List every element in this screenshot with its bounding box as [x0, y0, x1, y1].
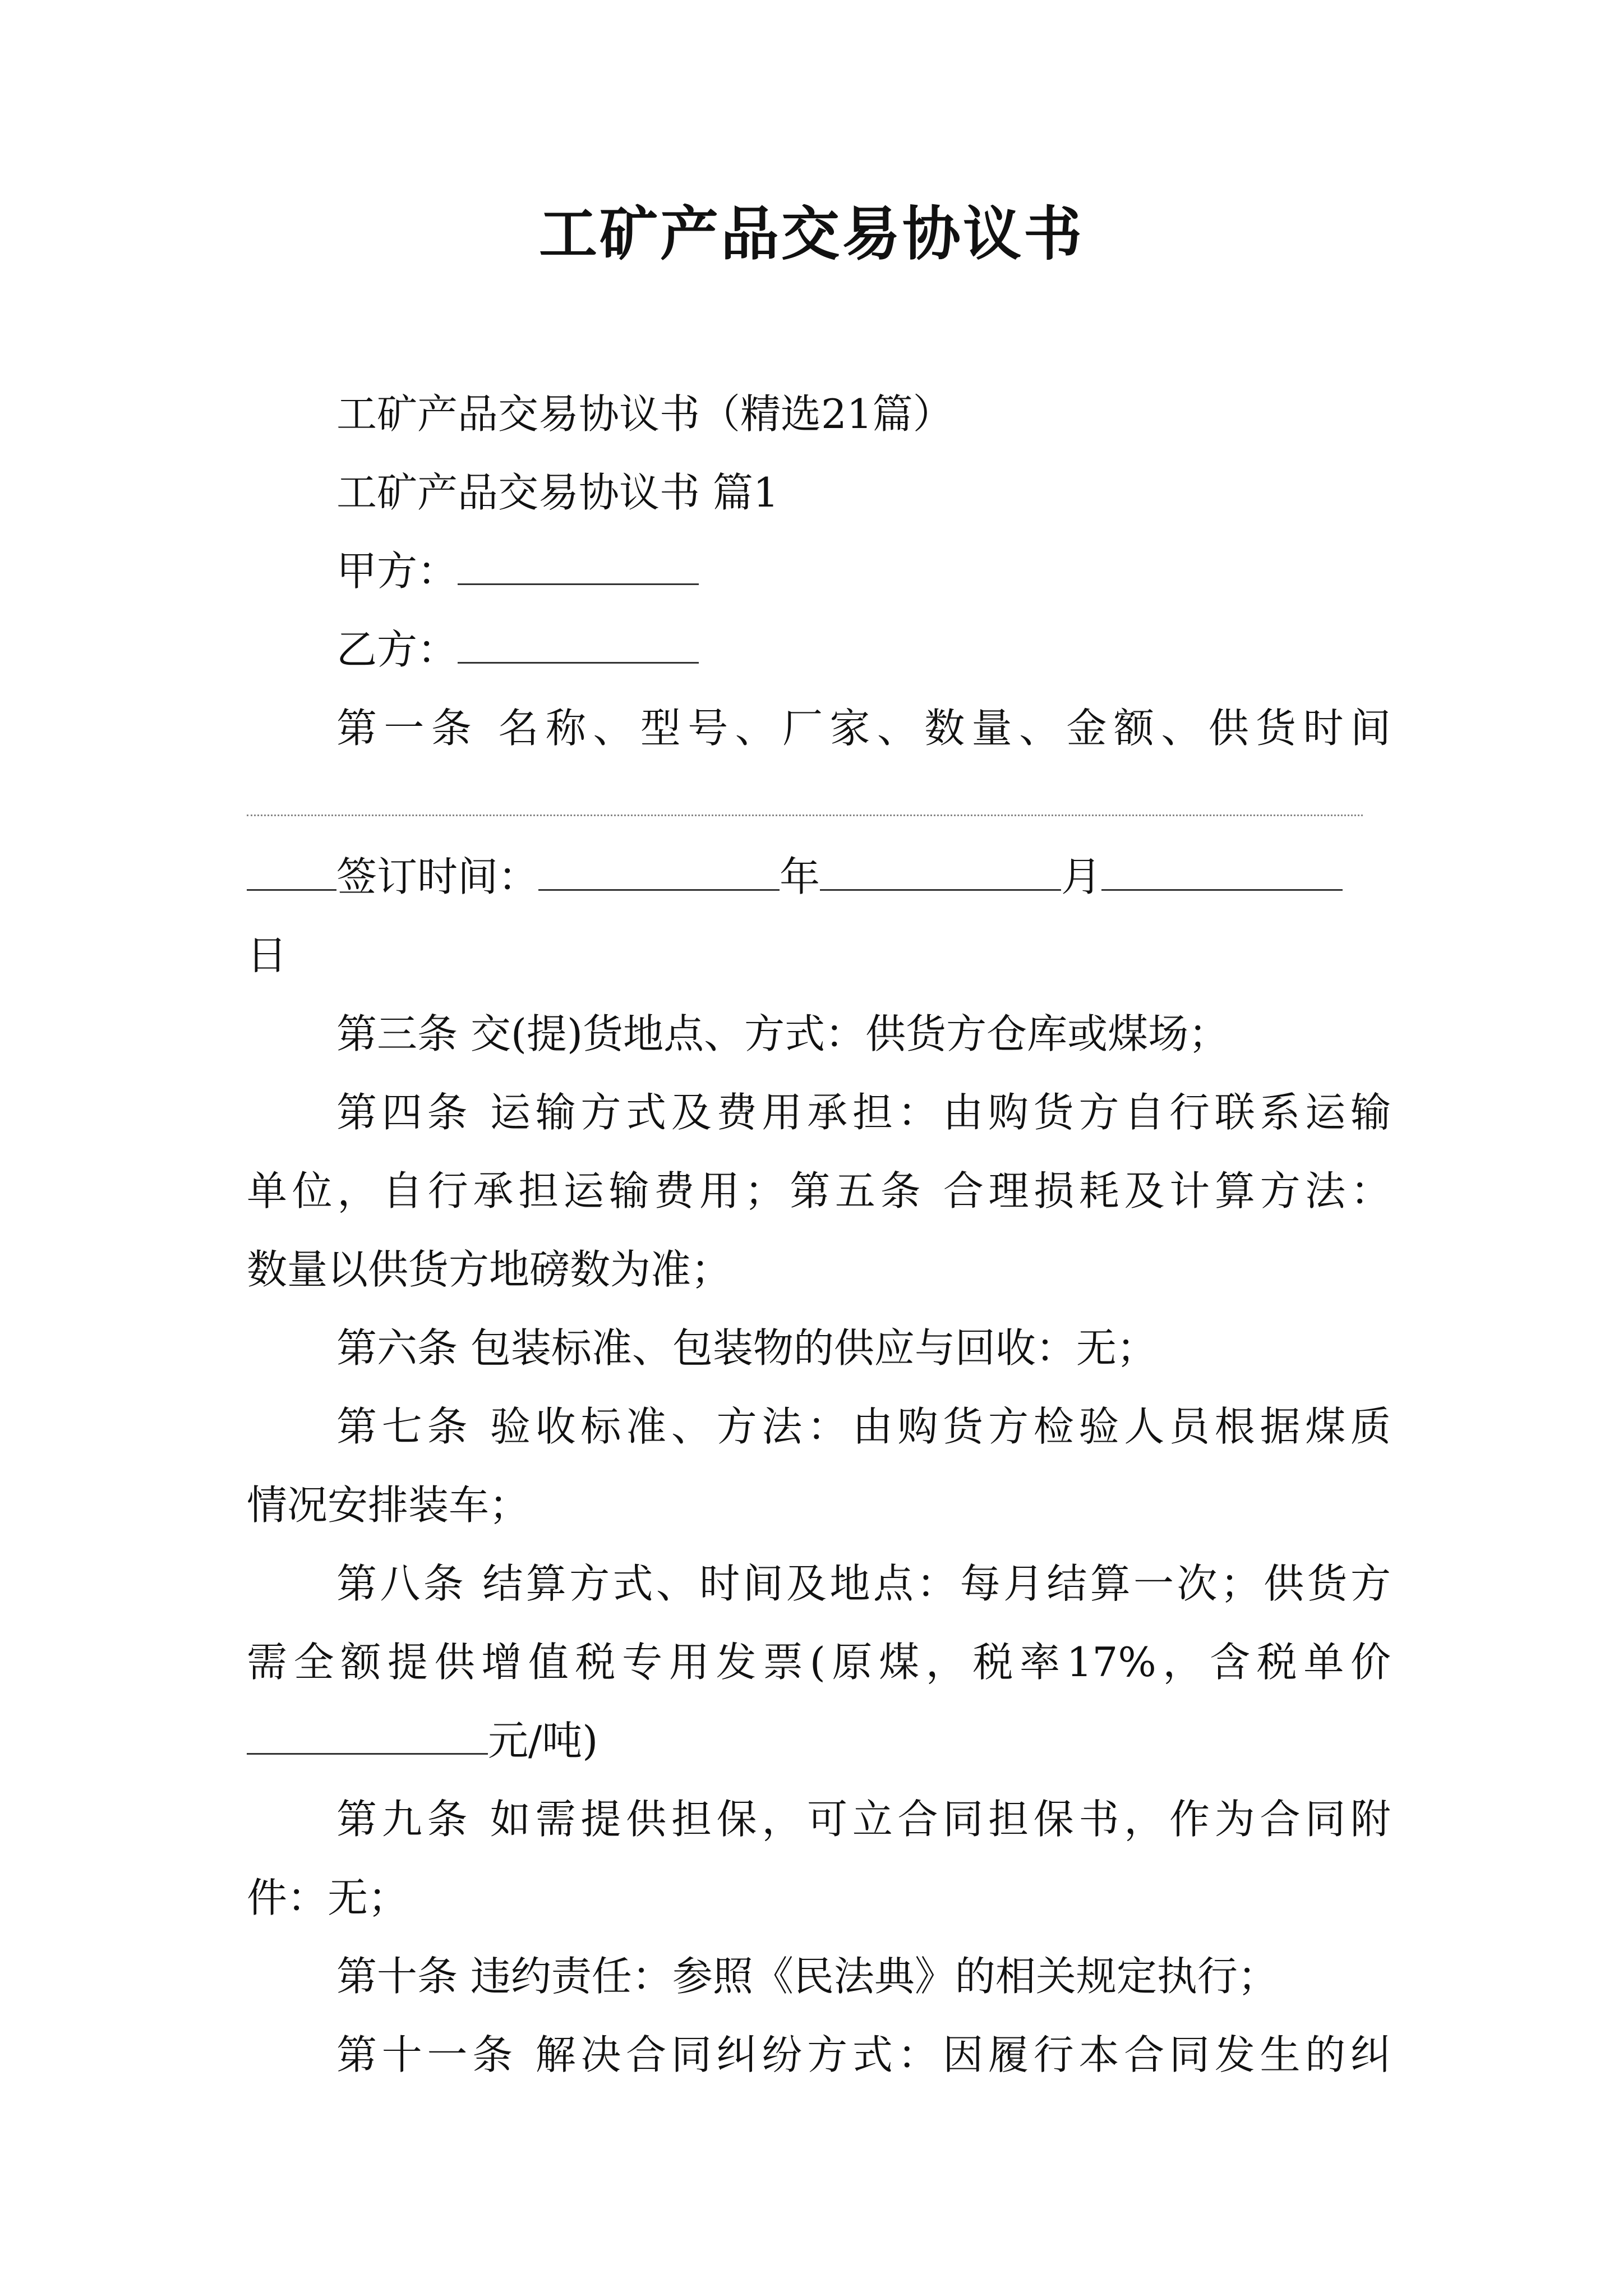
article-8-line-2: 需全额提供增值税专用发票(原煤，税率17%，含税单价	[247, 1639, 1391, 1686]
party-a-blank	[458, 549, 699, 585]
section-heading: 工矿产品交易协议书 篇1	[336, 469, 779, 516]
article-7-line-1: 第七条 验收标准、方法：由购货方检验人员根据煤质	[336, 1403, 1391, 1450]
article-10: 第十条 违约责任：参照《民法典》的相关规定执行；	[336, 1953, 1278, 2000]
day-label: 日	[247, 932, 288, 979]
unit-price-blank	[247, 1718, 488, 1755]
dotted-divider	[247, 815, 1363, 816]
article-4-line-3: 数量以供货方地磅数为准；	[247, 1246, 732, 1293]
month-blank	[820, 854, 1061, 891]
year-blank	[538, 854, 780, 891]
party-a-label: 甲方：	[336, 547, 458, 595]
party-b-label: 乙方：	[336, 626, 458, 673]
document-title: 工矿产品交易协议书	[538, 199, 1084, 268]
party-b-line	[336, 625, 699, 674]
article-4-line-1: 第四条 运输方式及费用承担：由购货方自行联系运输	[336, 1089, 1391, 1136]
day-blank	[1101, 854, 1343, 891]
party-a-line	[336, 547, 699, 595]
article-6: 第六条 包装标准、包装物的供应与回收：无；	[336, 1324, 1157, 1372]
unit-price-suffix: 元/吨)	[488, 1717, 598, 1764]
article-9-line-2: 件：无；	[247, 1874, 409, 1921]
article-9-line-1: 第九条 如需提供担保，可立合同担保书，作为合同附	[336, 1796, 1391, 1843]
article-4-line-2: 单位，自行承担运输费用；第五条 合理损耗及计算方法：	[247, 1167, 1391, 1214]
article-3: 第三条 交(提)货地点、方式：供货方仓库或煤场；	[336, 1010, 1229, 1057]
year-label: 年	[780, 853, 820, 900]
sign-prefix-blank	[247, 854, 336, 891]
article-7-line-2: 情况安排装车；	[247, 1481, 530, 1529]
sign-date-line	[247, 853, 1343, 901]
sign-date-label: 签订时间：	[336, 853, 539, 900]
subtitle-line: 工矿产品交易协议书（精选21篇）	[336, 390, 953, 438]
party-b-blank	[458, 627, 699, 664]
article-11-line-1: 第十一条 解决合同纠纷方式：因履行本合同发生的纠	[336, 2031, 1391, 2078]
month-label: 月	[1061, 853, 1102, 900]
article-8-line-3	[247, 1717, 598, 1765]
article-1: 第一条 名称、型号、厂家、数量、金额、供货时间	[336, 705, 1391, 752]
article-8-line-1: 第八条 结算方式、时间及地点：每月结算一次；供货方	[336, 1560, 1391, 1607]
